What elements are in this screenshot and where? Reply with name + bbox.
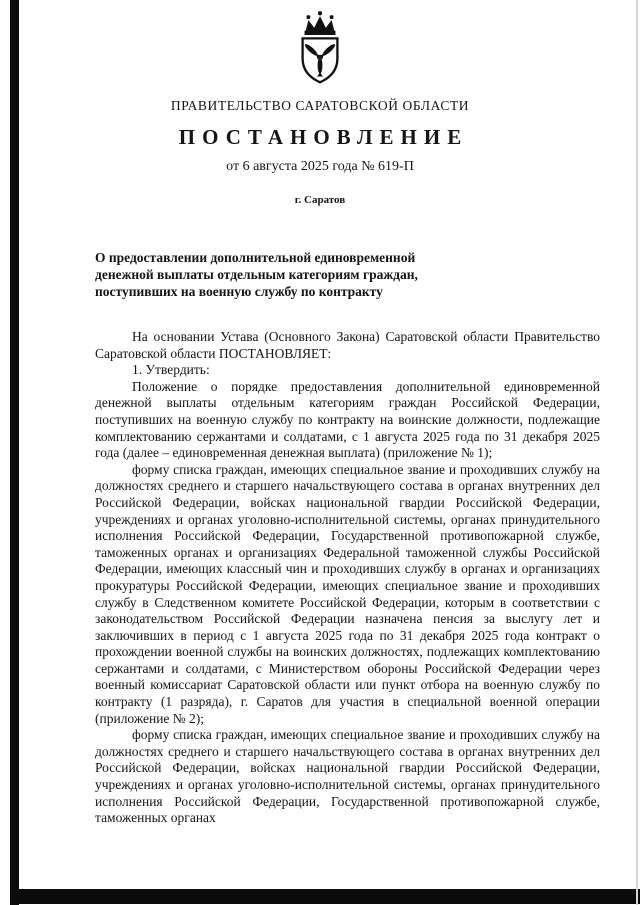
- scan-edge-bottom: [10, 889, 640, 904]
- document-type-title: ПОСТАНОВЛЕНИЕ: [178, 125, 469, 149]
- document-date-number: от 6 августа 2025 года № 619-П: [226, 159, 414, 174]
- subject-line: денежной выплаты отдельным категориям граждан,: [95, 267, 418, 282]
- document-subject: [95, 249, 475, 300]
- paragraph-regulation: Положение о порядке предоставления дополнительной единовременной денежной выплаты отдельным категориям граждан Российской Федерации, поступивших на военную службу по контракту на воинские должности, подлежащие комплектованию сержантами и солдатами, с 1 августа 2025 года по 31 декабря 2025 года (далее – единовременная денежная выплата) (приложение № 1);: [95, 378, 600, 461]
- paragraph-list-form-2: форму списка граждан, имеющих специальное звание и проходивших службу на должностях среднего и старшего начальствующего состава в органах внутренних дел Российской Федерации, войсках национальной гвардии Российской Федерации, учреждениях и органах уголовно-исполнительной системы, органах принудительного исполнения Российской Федерации, Государственной противопожарной службе, таможенных органах: [95, 727, 600, 826]
- paragraph-preamble: На основании Устава (Основного Закона) Саратовской области Правительство Саратовской области ПОСТАНОВЛЯЕТ:: [95, 329, 600, 361]
- document-place: г. Саратов: [294, 194, 346, 206]
- emblem-container: [0, 8, 640, 90]
- subject-line: О предоставлении дополнительной единовременной: [95, 250, 416, 265]
- paragraph-list-form-1: форму списка граждан, имеющих специальное звание и проходивших службу на должностях среднего и старшего начальствующего состава в органах внутренних дел Российской Федерации, войсках национальной гвардии Российской Федерации, учреждениях и органах уголовно-исполнительной системы, органах принудительного исполнения Российской Федерации, Государственной противопожарной службе, таможенных органах и организациях Федеральной таможенной службы Российской Федерации, имеющих классный чин и проходивших службу в органах и организациях прокуратуры Российской Федерации, имеющих специальное звание и проходивших службу в Следственном комитете Российской Федерации, которым в соответствии с законодательством Российской Федерации назначена пенсия за выслугу лет и заключивших в период с 1 августа 2025 года по 31 декабря 2025 года контракт о прохождении военной службы на воинских должностях, подлежащих комплектованию сержантами и солдатами, с Министерством обороны Российской Федерации через военный комиссариат Саратовской области или пункт отбора на военную службу по контракту (1 разряда), г. Саратов для участия в специальной военной операции (приложение № 2);: [95, 461, 600, 726]
- paragraph-approve: 1. Утвердить:: [132, 362, 210, 378]
- org-name: ПРАВИТЕЛЬСТВО САРАТОВСКОЙ ОБЛАСТИ: [170, 98, 470, 113]
- shield-icon: [303, 38, 338, 82]
- crown-icon: [305, 11, 336, 35]
- document-body: [95, 329, 600, 827]
- subject-line: поступивших на военную службу по контракту: [95, 284, 383, 299]
- coat-of-arms-saratov-icon: [291, 8, 349, 90]
